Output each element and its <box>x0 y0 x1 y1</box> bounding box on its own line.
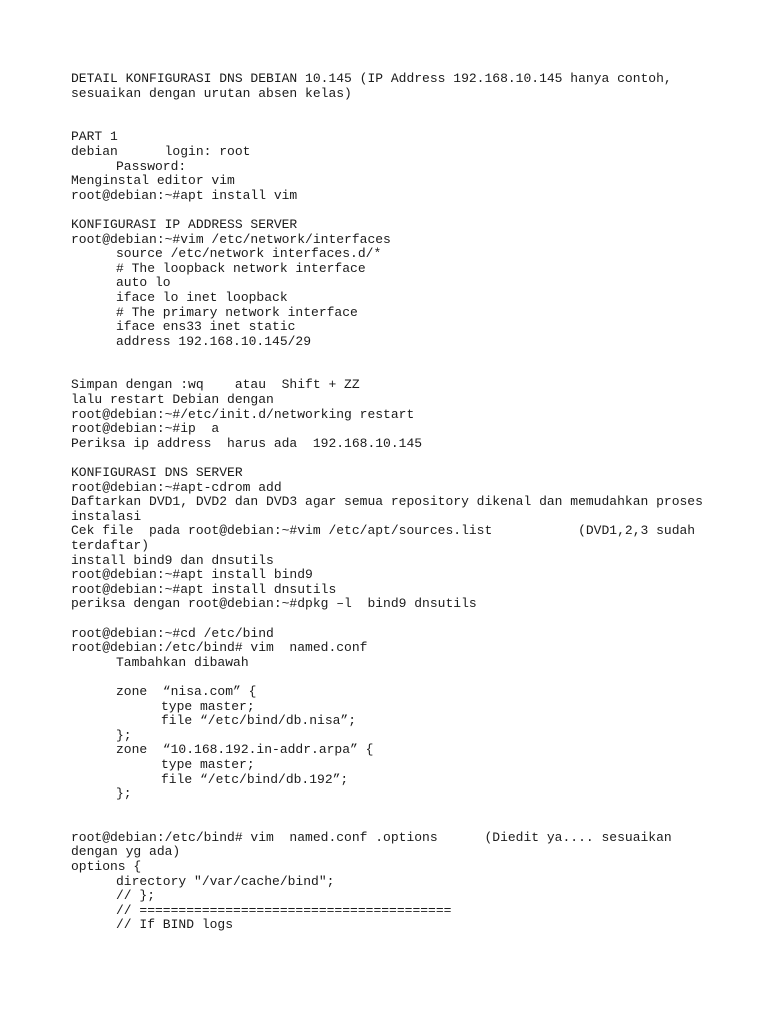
document-line <box>71 816 721 831</box>
document-line <box>71 203 721 218</box>
document-line <box>71 612 721 627</box>
document-line: zone “nisa.com” { <box>116 683 257 699</box>
document-line: type master; <box>161 756 255 772</box>
document-line: terdaftar) <box>71 538 150 553</box>
document-line: root@debian:~#vim /etc/network/interfaces <box>71 231 391 247</box>
document-line: // }; <box>116 888 156 904</box>
document-line: Daftarkan DVD1, DVD2 dan DVD3 agar semua repository dikenal dan memudahkan proses <box>71 494 703 510</box>
document-line: periksa dengan root@debian:~#dpkg –l bind9 dnsutils <box>71 596 477 612</box>
document-line: root@debian:/etc/bind# vim named.conf <box>71 640 368 656</box>
document-line: root@debian:~#apt install bind9 <box>71 567 313 583</box>
document-line <box>71 101 721 116</box>
document-line: dengan yg ada) <box>71 844 181 860</box>
document-line: root@debian:~#cd /etc/bind <box>71 625 274 641</box>
document-line: type master; <box>161 698 255 714</box>
document-line: directory "/var/cache/bind"; <box>116 873 335 889</box>
document-line: // ======================================== <box>116 902 452 918</box>
document-line: options { <box>71 859 142 875</box>
document-line: root@debian:~#apt install vim <box>71 187 298 203</box>
document-line: root@debian:~#apt-cdrom add <box>71 479 282 495</box>
document-line: iface lo inet loopback <box>116 289 288 305</box>
document-line: root@debian:~#apt install dnsutils <box>71 581 337 597</box>
document-line: // If BIND logs <box>116 917 234 933</box>
document-line <box>71 802 721 817</box>
document-line: source /etc/network interfaces.d/* <box>116 246 382 262</box>
document-line: PART 1 <box>71 129 118 145</box>
document-line: Menginstal editor vim <box>71 173 235 189</box>
document-line: Cek file pada root@debian:~#vim /etc/apt/sources.list (DVD1,2,3 sudah <box>71 523 696 539</box>
document-line <box>71 349 721 364</box>
document-line: # The primary network interface <box>116 304 358 320</box>
document-line: file “/etc/bind/db.nisa”; <box>161 713 357 729</box>
document-line: Simpan dengan :wq atau Shift + ZZ <box>71 377 360 393</box>
document-line: debian login: root <box>71 143 251 159</box>
document-line: }; <box>116 786 132 802</box>
document-body <box>71 72 721 933</box>
document-line: root@debian:~#/etc/init.d/networking restart <box>71 406 415 422</box>
document-line: }; <box>116 727 132 743</box>
document-line: DETAIL KONFIGURASI DNS DEBIAN 10.145 (IP Address 192.168.10.145 hanya contoh, <box>71 71 672 86</box>
document-line: Tambahkan dibawah <box>116 654 249 670</box>
document-line: lalu restart Debian dengan <box>71 392 274 408</box>
document-line: instalasi <box>71 508 142 524</box>
document-line: KONFIGURASI IP ADDRESS SERVER <box>71 216 298 232</box>
document-line: Password: <box>116 158 187 174</box>
document-line: zone “10.168.192.in-addr.arpa” { <box>116 742 374 758</box>
document-line: sesuaikan dengan urutan absen kelas) <box>71 85 352 101</box>
document-line: iface ens33 inet static <box>116 319 296 335</box>
document-line: root@debian:~#ip a <box>71 421 220 437</box>
document-line: Periksa ip address harus ada 192.168.10.145 <box>71 435 423 451</box>
document-line <box>71 116 721 131</box>
document-line: file “/etc/bind/db.192”; <box>161 771 349 787</box>
document-line: KONFIGURASI DNS SERVER <box>71 465 243 481</box>
document-line: root@debian:/etc/bind# vim named.conf .options (Diedit ya.... sesuaikan <box>71 829 672 845</box>
document-line <box>71 451 721 466</box>
document-line: # The loopback network interface <box>116 260 366 276</box>
document-line: address 192.168.10.145/29 <box>116 333 312 349</box>
document-line <box>71 364 721 379</box>
document-line <box>71 670 721 685</box>
document-line: install bind9 dan dnsutils <box>71 552 274 568</box>
document-line: auto lo <box>116 275 171 291</box>
